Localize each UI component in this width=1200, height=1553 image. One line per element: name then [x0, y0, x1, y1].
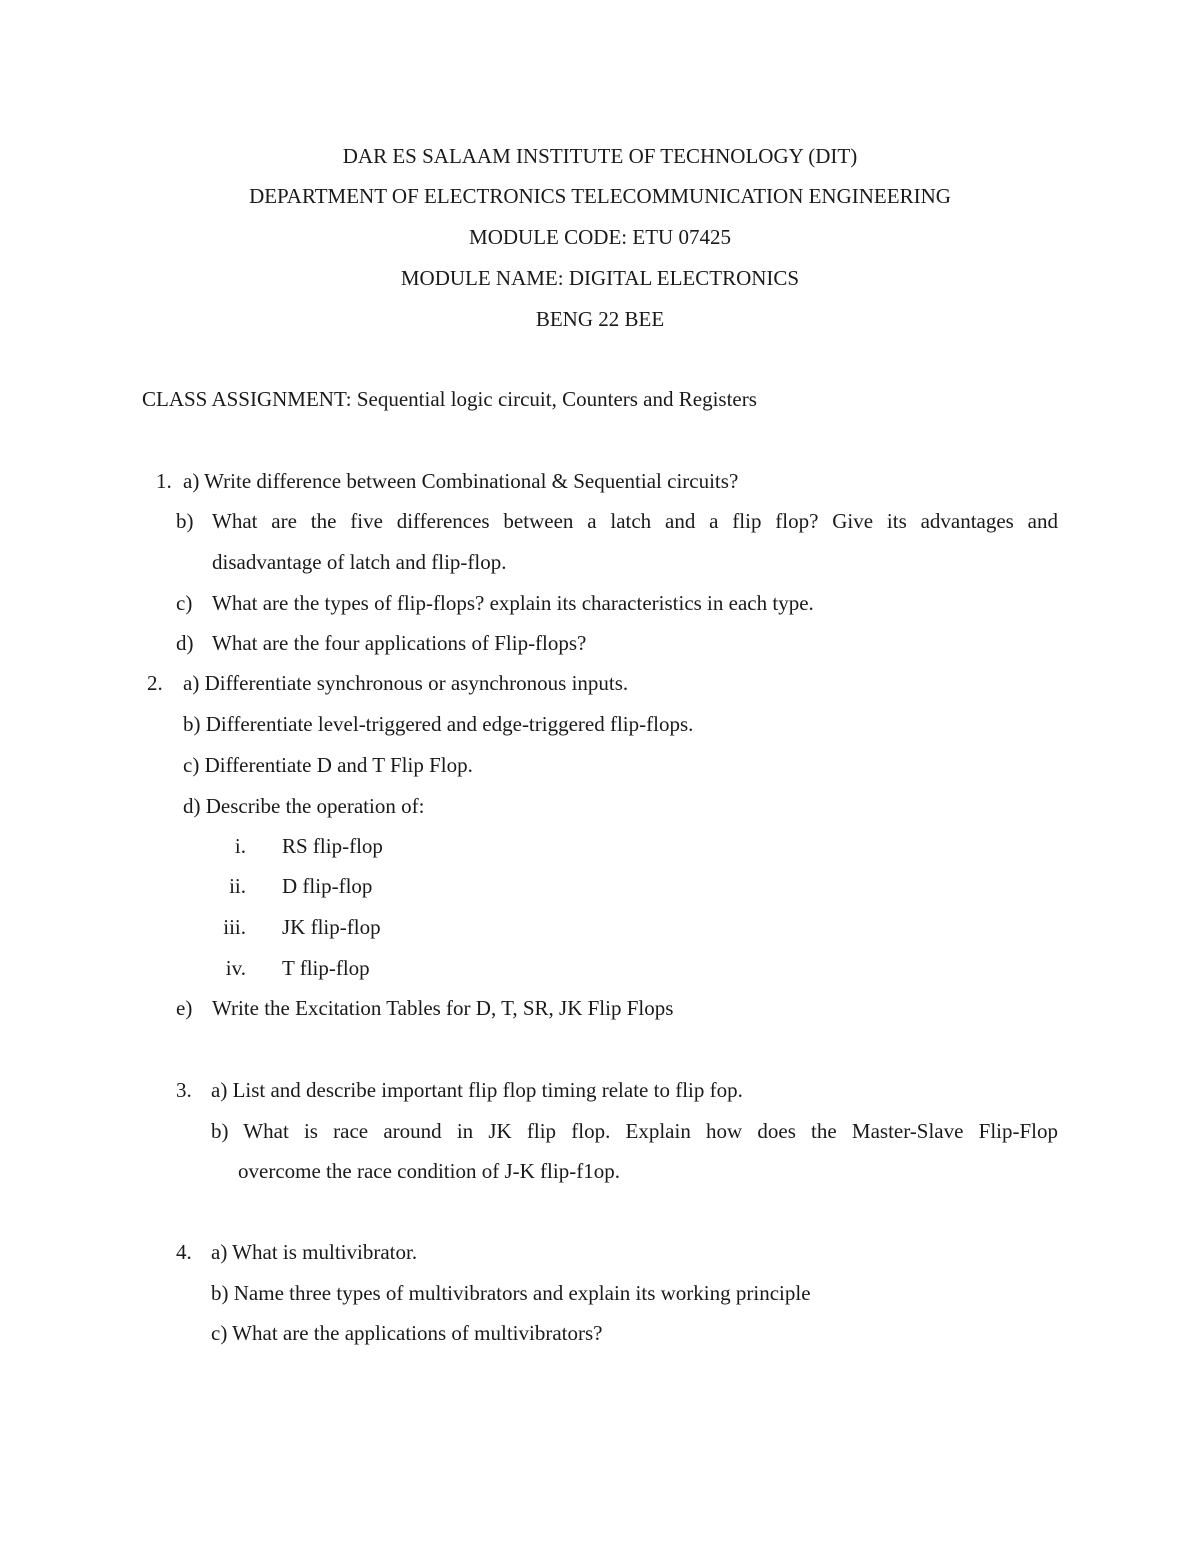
question-4a: a) What is multivibrator.: [211, 1240, 418, 1264]
question-1-number: 1.: [156, 469, 172, 493]
question-3b-line1: b) What is race around in JK flip flop. Explain how does the Master-Slave Flip-Flop: [211, 1119, 1058, 1143]
question-2-number: 2.: [147, 671, 163, 695]
question-2c: c) Differentiate D and T Flip Flop.: [183, 753, 473, 777]
question-3b-line2: overcome the race condition of J-K flip-f1op.: [238, 1159, 620, 1183]
question-1b-line2: disadvantage of latch and flip-flop.: [212, 550, 507, 574]
question-2d-sub-label: i.: [234, 834, 246, 858]
question-1c-label: c): [176, 591, 193, 615]
question-1d: What are the four applications of Flip-flops?: [212, 631, 587, 655]
question-1b-line1: What are the five differences between a latch and a flip flop? Give its advantages and: [212, 509, 1058, 533]
question-1a: a) Write difference between Combinational & Sequential circuits?: [183, 469, 739, 493]
question-2d-sub-item: T flip-flop: [282, 956, 370, 980]
question-3a: a) List and describe important flip flop timing relate to flip fop.: [211, 1078, 743, 1102]
question-1b-label: b): [176, 509, 194, 533]
question-2d-sub-item: RS flip-flop: [282, 834, 383, 858]
module-code: MODULE CODE: ETU 07425: [469, 225, 731, 249]
question-2d-sub-label: iv.: [225, 956, 246, 980]
question-2d-sub-item: JK flip-flop: [282, 915, 381, 939]
question-2e-label: e): [176, 996, 193, 1020]
question-2d: d) Describe the operation of:: [183, 794, 425, 818]
question-1c: What are the types of flip-flops? explain its characteristics in each type.: [212, 591, 814, 615]
class-code: BENG 22 BEE: [535, 307, 665, 331]
question-2d-sub-item: D flip-flop: [282, 874, 373, 898]
department-heading: DEPARTMENT OF ELECTRONICS TELECOMMUNICATION ENGINEERING: [249, 184, 951, 208]
question-2a: a) Differentiate synchronous or asynchronous inputs.: [183, 671, 629, 695]
question-2d-sub-label: iii.: [223, 915, 246, 939]
institute-heading: DAR ES SALAAM INSTITUTE OF TECHNOLOGY (DIT): [342, 144, 858, 168]
question-1d-label: d): [176, 631, 194, 655]
question-2b: b) Differentiate level-triggered and edge-triggered flip-flops.: [183, 712, 694, 736]
module-name: MODULE NAME: DIGITAL ELECTRONICS: [400, 266, 800, 290]
question-4b: b) Name three types of multivibrators and explain its working principle: [211, 1281, 811, 1305]
assignment-title: CLASS ASSIGNMENT: Sequential logic circuit, Counters and Registers: [142, 387, 757, 411]
question-2e: Write the Excitation Tables for D, T, SR, JK Flip Flops: [212, 996, 674, 1020]
question-2d-sub-label: ii.: [229, 874, 246, 898]
question-4c: c) What are the applications of multivibrators?: [211, 1321, 603, 1345]
question-3-number: 3.: [176, 1078, 192, 1102]
question-4-number: 4.: [176, 1240, 192, 1264]
